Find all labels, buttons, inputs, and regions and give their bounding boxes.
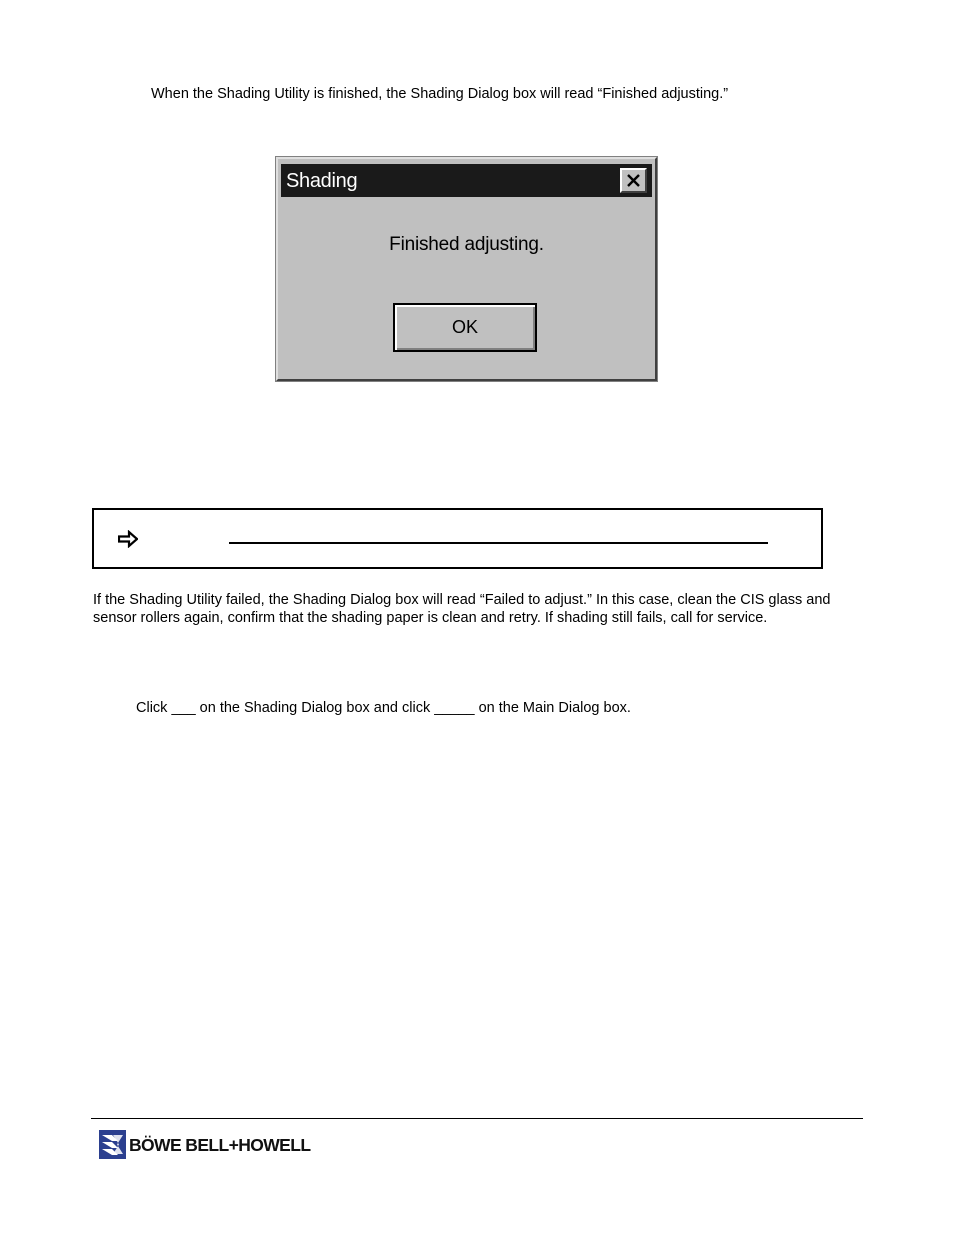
instruction-paragraph: Click ___ on the Shading Dialog box and click _____ on the Main Dialog box. xyxy=(136,700,631,716)
shading-dialog-screenshot xyxy=(276,157,657,381)
note-box xyxy=(92,508,823,569)
close-button[interactable] xyxy=(620,168,647,193)
arrow-right-icon xyxy=(118,530,138,548)
dialog-title: Shading xyxy=(286,170,358,192)
logo-mark-icon xyxy=(99,1130,126,1159)
dialog-titlebar xyxy=(281,164,652,197)
intro-paragraph: When the Shading Utility is finished, the Shading Dialog box will read “Finished adjusting.” xyxy=(151,86,729,102)
failure-paragraph: If the Shading Utility failed, the Shading Dialog box will read “Failed to adjust.” In this case, clean the CIS glass and sensor rollers again, confirm that the shading paper is clean and retry. If shading still fails, call for service. xyxy=(93,592,831,626)
dialog-message: Finished adjusting. xyxy=(389,234,544,255)
ok-button[interactable]: OK xyxy=(393,303,537,352)
close-icon xyxy=(626,173,641,188)
logo-wordmark: BÖWE BELL+HOWELL xyxy=(129,1135,311,1155)
footer-divider xyxy=(91,1118,863,1119)
note-rule xyxy=(229,542,768,544)
